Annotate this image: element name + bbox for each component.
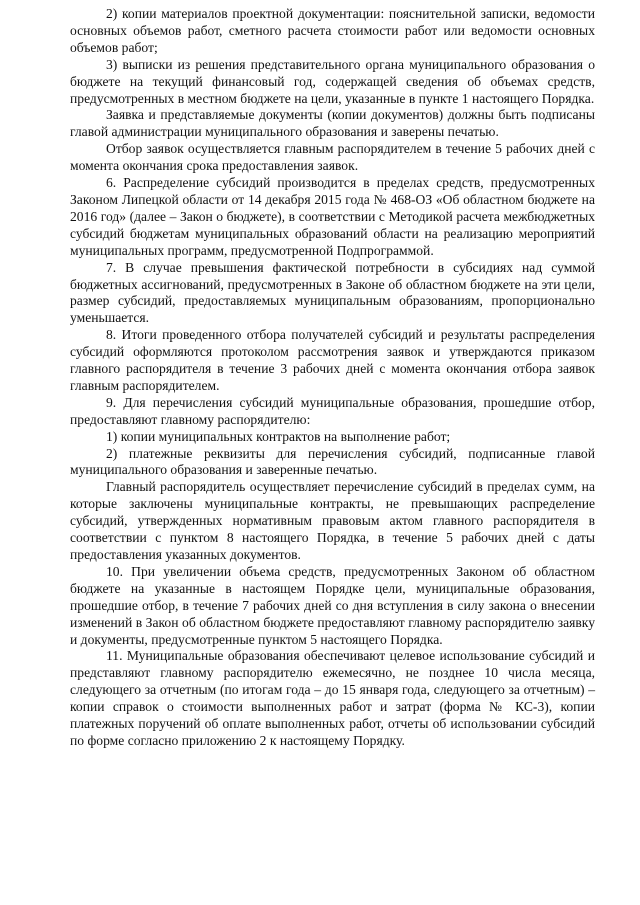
paragraph-8-results: 8. Итоги проведенного отбора получателей субсидий и результаты распределения субсидий оформляются протоколом рассмотрения заявок и утверждаются приказом главного распорядителя в течение 3 рабочих дней с момента окончания отбора заявок главным распорядителем. [70,327,595,393]
paragraph-3-budget-extract: 3) выписки из решения представительного органа муниципального образования о бюджете на текущий финансовый год, содержащей сведения об объемах средств, предусмотренных в местном бюджете на цели, указанные в пункте 1 настоящего Порядка. [70,56,595,106]
paragraph-application-signature: Заявка и представляемые документы (копии документов) должны быть подписаны главой администрации муниципального образования и заверены печатью. [70,107,595,140]
paragraph-10-increase: 10. При увеличении объема средств, предусмотренных Законом об областном бюджете на указанные в настоящем Порядке цели, муниципальные образования, прошедшие отбор, в течение 7 рабочих дней со дня вступления в силу закона о внесении изменений в Закон об областном бюджете предоставляют главному распорядителю заявку и документы, предусмотренные пунктом 5 настоящего Порядка. [70,563,595,647]
paragraph-2-copies-of-design-docs: 2) копии материалов проектной документации: пояснительной записки, ведомости основных объемов работ, сметного расчета стоимости работ или ведомости основных объемов работ; [70,6,595,55]
paragraph-9-item-2: 2) платежные реквизиты для перечисления субсидий, подписанные главой муниципального образования и заверенные печатью. [70,445,595,478]
paragraph-11-reporting: 11. Муниципальные образования обеспечивают целевое использование субсидий и представляют главному распорядителю ежемесячно, не позднее 10 числа месяца, следующего за отчетным (по итогам года – до 15 января года, следующего за отчетным) – копии справок о стоимости выполненных работ и затрат (форма № КС-3), копии платежных поручений об оплате выполненных работ, отчеты об использовании субсидий по форме согласно приложению 2 к настоящему Порядку. [70,648,595,748]
paragraph-7-reduction: 7. В случае превышения фактической потребности в субсидиях над суммой бюджетных ассигнований, предусмотренных в Законе об областном бюджете на эти цели, размер субсидий, предоставляемых муниципальным образованиям, пропорционально уменьшается. [70,259,595,326]
paragraph-9-transfer: 9. Для перечисления субсидий муниципальные образования, прошедшие отбор, предоставляют главному распорядителю: [70,394,595,427]
paragraph-transfer-conditions: Главный распорядитель осуществляет перечисление субсидий в пределах сумм, на которые заключены муниципальные контракты, не превышающих распределение субсидий, утвержденных нормативным правовым актом главного распорядителя в соответствии с пунктом 8 настоящего Порядка, в течение 5 рабочих дней с даты предоставления указанных документов. [70,479,595,562]
paragraph-selection-period: Отбор заявок осуществляется главным распорядителем в течение 5 рабочих дней с момента окончания срока предоставления заявок. [70,141,595,174]
paragraph-9-item-1: 1) копии муниципальных контрактов на выполнение работ; [106,428,451,444]
paragraph-6-distribution: 6. Распределение субсидий производится в пределах средств, предусмотренных Законом Липецкой области от 14 декабря 2015 года № 468-ОЗ «Об областном бюджете на 2016 год» (далее – Закон о бюджете), в соответствии с Методикой расчета межбюджетных субсидий бюджетам муниципальных образований области на реализацию мероприятий муниципальных программ, предусмотренной Подпрограммой. [70,175,595,258]
document-page [70,6,595,750]
